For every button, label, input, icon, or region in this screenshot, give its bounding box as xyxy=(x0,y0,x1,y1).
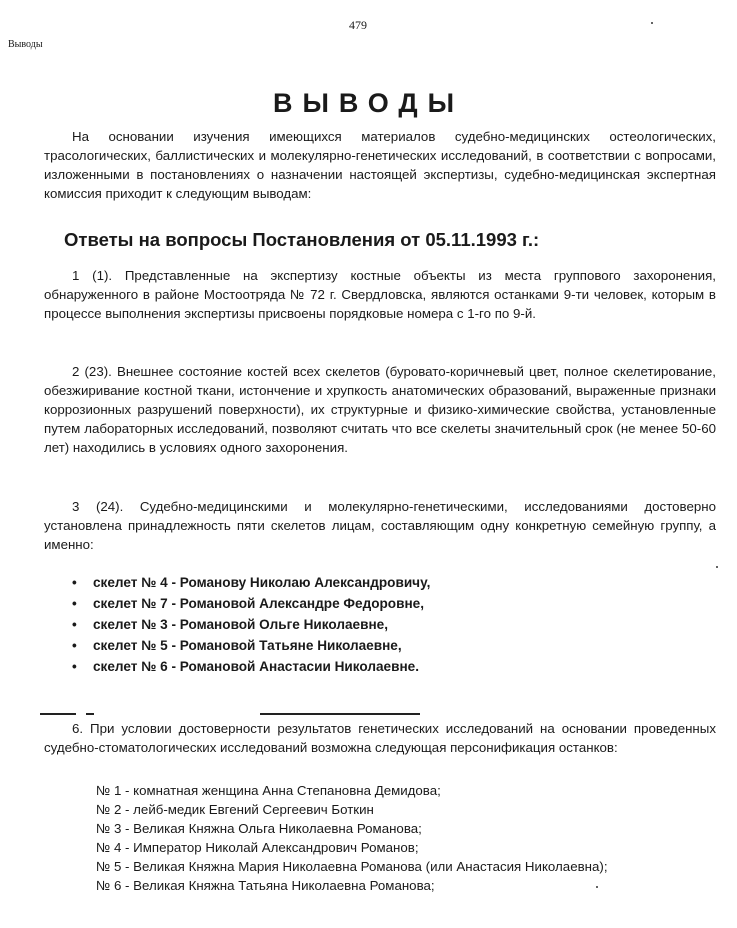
list-item xyxy=(72,635,430,656)
answer-text-2: 2 (23). Внешнее состояние костей всех скелетов (буровато-коричневый цвет, полное скелетирование, обезжиривание костной ткани, истончение и хрупкость анатомических образований, выраженные признаки коррозионных разрушений поверхности), их структурные и физико-химические свойства, установленные путем лабораторных исследований, позволяют считать что все скелеты значительный срок (не менее 50-60 лет) находились в условиях одного захоронения. xyxy=(44,364,716,455)
list-item: № 6 - Великая Княжна Татьяна Николаевна Романова; xyxy=(96,878,435,893)
bullet-icon: • xyxy=(72,596,77,611)
page-number: 479 xyxy=(349,18,367,32)
page-title: ВЫВОДЫ xyxy=(272,88,465,118)
skeleton-text: скелет № 7 - Романовой Александре Федоровне, xyxy=(93,596,425,611)
answer-paragraph-1 xyxy=(44,266,716,323)
skeleton-text: скелет № 3 - Романовой Ольге Николаевне, xyxy=(93,617,388,632)
intro-text: На основании изучения имеющихся материалов судебно-медицинских остеологических, трасологических, баллистических и молекулярно-генетических исследований, в соответствии с вопросами, изложенными в постановлениях о назначении настоящей экспертизы, судебно-медицинская экспертная комиссия приходит к следующим выводам: xyxy=(44,129,716,201)
scan-artifact-line xyxy=(40,713,76,715)
bullet-icon: • xyxy=(72,638,77,653)
scan-speck xyxy=(596,886,598,888)
skeleton-text: скелет № 4 - Романову Николаю Александровичу, xyxy=(93,575,431,590)
section-subtitle: Ответы на вопросы Постановления от 05.11.1993 г.: xyxy=(64,229,540,250)
list-item: № 2 - лейб-медик Евгений Сергеевич Боткин xyxy=(96,802,374,817)
skeleton-text: скелет № 5 - Романовой Татьяне Николаевне, xyxy=(93,638,402,653)
answer-paragraph-2 xyxy=(44,362,716,457)
bullet-icon: • xyxy=(72,617,77,632)
list-item: № 4 - Император Николай Александрович Романов; xyxy=(96,840,419,855)
list-item: № 5 - Великая Княжна Мария Николаевна Романова (или Анастасия Николаевна); xyxy=(96,859,608,874)
list-item: № 3 - Великая Княжна Ольга Николаевна Романова; xyxy=(96,821,422,836)
bullet-icon: • xyxy=(72,659,77,674)
identification-list xyxy=(96,781,608,895)
scan-artifact-line xyxy=(260,713,420,715)
list-item xyxy=(72,614,430,635)
skeleton-list xyxy=(72,572,430,677)
scan-speck xyxy=(716,566,718,568)
answer-text-6: 6. При условии достоверности результатов генетических исследований на основании проведенных судебно-стоматологических исследований возможна следующая персонификация останков: xyxy=(44,721,716,755)
answer-text-3: 3 (24). Судебно-медицинскими и молекулярно-генетическими, исследованиями достоверно установлена принадлежность пяти скелетов лицам, составляющим одну конкретную семейную группу, а именно: xyxy=(44,499,716,552)
answer-paragraph-6 xyxy=(44,719,716,757)
scan-speck xyxy=(651,22,653,24)
answer-paragraph-3 xyxy=(44,497,716,554)
bullet-icon: • xyxy=(72,575,77,590)
list-item xyxy=(72,572,430,593)
list-item xyxy=(72,593,430,614)
list-item xyxy=(72,656,430,677)
skeleton-text: скелет № 6 - Романовой Анастасии Николаевне. xyxy=(93,659,420,674)
list-item: № 1 - комнатная женщина Анна Степановна Демидова; xyxy=(96,783,441,798)
running-head: Выводы xyxy=(8,39,43,50)
answer-text-1: 1 (1). Представленные на экспертизу костные объекты из места группового захоронения, обнаруженного в районе Мостоотряда № 72 г. Свердловска, являются останками 9-ти человек, которым в процессе выполнения экспертизы присвоены порядковые номера с 1-го по 9-й. xyxy=(44,268,716,321)
scan-artifact-line xyxy=(86,713,94,715)
intro-paragraph xyxy=(44,127,716,203)
